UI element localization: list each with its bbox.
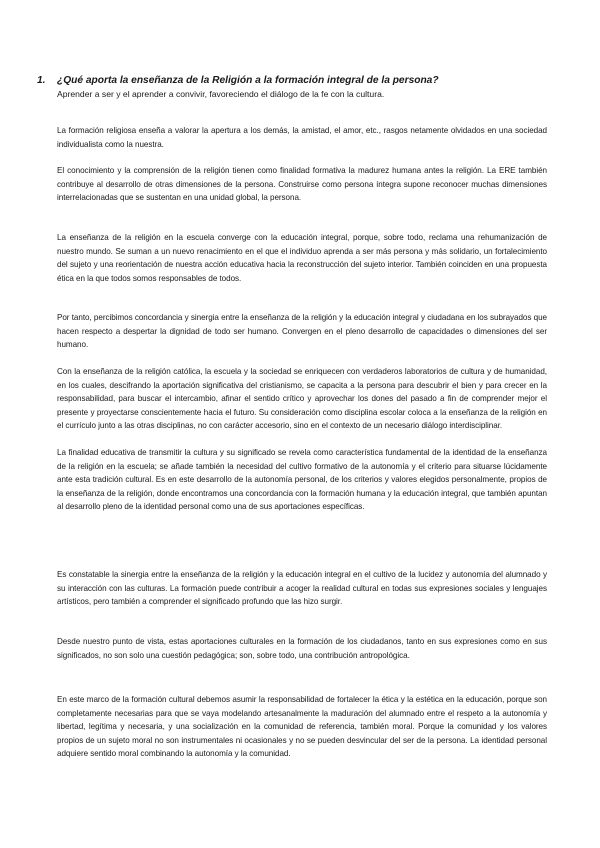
section-subtitle: Aprender a ser y el aprender a convivir, favoreciendo el diálogo de la fe con la cultura. [57, 89, 385, 99]
paragraph: En este marco de la formación cultural debemos asumir la responsabilidad de fortalecer la ética y la estética en la educación, porque son completamente necesarias para que se vaya modelando artesanalmente la maduración del alumnado entre el respeto a la autonomía y libertad, legítima y necesaria, y una socialización en la comunidad de referencia, también moral. Porque la comunidad y los valores propios de un sujeto moral no son instrumentales ni ocasionales y no se pueden desvincular del ser de la persona. La identidad personal adquiere sentido moral combinando la autonomía y la comunidad. [57, 695, 547, 759]
paragraph: Desde nuestro punto de vista, estas aportaciones culturales en la formación de los ciudadanos, tanto en sus expresiones como en sus significados, no son solo una cuestión pedagógica; son, sobre todo, una contribución antropológica. [57, 637, 547, 660]
paragraph: La enseñanza de la religión en la escuela converge con la educación integral, porque, sobre todo, reclama una rehumanización de nuestro mundo. Se suman a un nuevo renacimiento en el que el individuo aprenda a ser más persona y más solidario, un fortalecimiento del sujeto y una reorientación de nuestra acción educativa hacia la reconstrucción del sujeto interior. También coinciden en una propuesta ética en la que todos somos responsables de todos. [57, 233, 547, 283]
paragraph: La formación religiosa enseña a valorar la apertura a los demás, la amistad, el amor, etc., rasgos netamente olvidados en una sociedad individualista como la nuestra. [57, 126, 547, 149]
section-number: 1. [37, 75, 46, 86]
section-heading-text: ¿Qué aporta la enseñanza de la Religión a la formación integral de la persona? [57, 75, 439, 86]
paragraph: La finalidad educativa de transmitir la cultura y su significado se revela como característica fundamental de la identidad de la enseñanza de la religión en la escuela; se añade también la necesidad del cultivo formativo de la autonomía y el criterio para situarse lúcidamente ante esta tradición cultural. Es en este desarrollo de la autonomía personal, de los criterios y valores elegidos personalmente, propios de la enseñanza de la religión, donde encontramos una concordancia con la formación humana y la educación integral, que también apuntan al desarrollo pleno de la identidad personal como una de sus aportaciones específicas. [57, 448, 547, 512]
section-heading [37, 74, 557, 87]
paragraph: Por tanto, percibimos concordancia y sinergia entre la enseñanza de la religión y la educación integral y ciudadana en los subrayados que hacen respecto a despertar la dignidad de todo ser humano. Convergen en el pleno desarrollo de capacidades o dimensiones del ser humano. [57, 313, 547, 350]
paragraph: El conocimiento y la comprensión de la religión tienen como finalidad formativa la madurez humana antes la religión. La ERE también contribuye al desarrollo de otras dimensiones de la persona. Construirse como persona íntegra supone reconocer muchas dimensiones interrelacionadas que se sustentan en una unidad global, la persona. [57, 166, 547, 203]
paragraph: Con la enseñanza de la religión católica, la escuela y la sociedad se enriquecen con verdaderos laboratorios de cultura y de humanidad, en los cuales, descifrando la aportación significativa del cristianismo, se capacita a la persona para descubrir el bien y para crecer en la responsabilidad, para buscar el intercambio, afinar el sentido crítico y aprovechar los dones del pasado a fin de comprender mejor el presente y proyectarse conscientemente hacia el futuro. Su consideración como disciplina escolar coloca a la enseñanza de la religión en el currículo junto a las otras disciplinas, no con carácter accesorio, sino en el contexto de un necesario diálogo interdisciplinar. [57, 367, 547, 431]
paragraph: Es constatable la sinergia entre la enseñanza de la religión y la educación integral en el cultivo de la lucidez y autonomía del alumnado y su interacción con las culturas. La formación puede contribuir a acoger la realidad cultural en todas sus expresiones sociales y lenguajes artísticos, pero también a comprender el significado profundo que las hizo surgir. [57, 570, 547, 607]
